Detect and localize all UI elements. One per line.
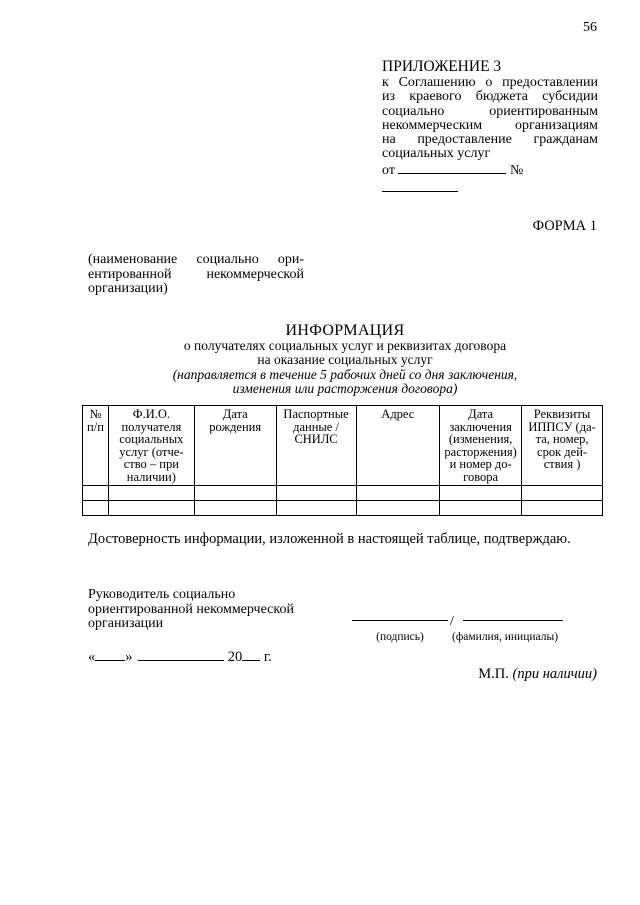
- name-blank[interactable]: [463, 620, 563, 621]
- appendix-line: к Соглашению о предоставлении: [382, 75, 598, 91]
- recipients-table: [82, 405, 603, 516]
- appendix-line: некоммерческим организациям: [382, 117, 598, 133]
- date-blank: [398, 161, 506, 174]
- head-org-line: организации: [88, 616, 164, 631]
- info-heading-block: [80, 324, 610, 396]
- table-cell[interactable]: [83, 486, 109, 501]
- header-cell: Реквизиты ИППСУ (да- та, номер, срок дей- ствия ): [522, 406, 603, 486]
- appendix-line: из краевого бюджета субсидии: [382, 89, 598, 105]
- info-note: (направляется в течение 5 рабочих дней со дня заключения,: [172, 366, 518, 382]
- appendix-header: [382, 60, 598, 196]
- table-row: [83, 486, 603, 501]
- header-cell: Паспортные данные / СНИЛС: [276, 406, 356, 486]
- stamp-place: [0, 666, 597, 683]
- name-caption: (фамилия, инициалы): [452, 631, 559, 643]
- appendix-line: на предоставление гражданам: [382, 132, 598, 148]
- table-cell[interactable]: [276, 486, 356, 501]
- table-cell[interactable]: [522, 501, 603, 516]
- table-cell[interactable]: [356, 486, 440, 501]
- info-subtitle: о получателях социальных услуг и реквизитах договора: [183, 338, 507, 354]
- number-blank: [382, 179, 458, 192]
- signature-slash: /: [450, 614, 454, 629]
- info-subtitle: на оказание социальных услуг: [257, 352, 433, 368]
- table-cell[interactable]: [108, 486, 194, 501]
- date-prefix: от: [382, 163, 395, 179]
- appendix-date-number: [382, 161, 598, 195]
- signature-caption: (подпись): [376, 631, 424, 643]
- signature-blank[interactable]: [352, 620, 448, 621]
- year-blank[interactable]: [242, 648, 260, 661]
- table-cell[interactable]: [276, 501, 356, 516]
- table-cell[interactable]: [194, 486, 276, 501]
- day-blank[interactable]: [95, 648, 125, 661]
- org-name-placeholder: [88, 253, 304, 297]
- table-cell[interactable]: [522, 486, 603, 501]
- head-org-line: Руководитель социально: [88, 587, 236, 602]
- confirmation-text: Достоверность информации, изложенной в настоящей таблице, подтверждаю.: [88, 531, 571, 547]
- header-cell: № п/п: [83, 406, 109, 486]
- date-row: [88, 648, 272, 666]
- appendix-title: ПРИЛОЖЕНИЕ 3: [382, 58, 502, 75]
- table-row: [83, 501, 603, 516]
- head-org-line: ориентированной некоммерческой: [88, 601, 294, 617]
- appendix-line: социальных услуг: [382, 146, 491, 162]
- stamp-note: (при наличии): [512, 666, 597, 682]
- year-prefix: 20: [227, 649, 243, 665]
- appendix-line: социально ориентированным: [382, 103, 598, 119]
- close-quote: »: [125, 649, 133, 665]
- header-cell: Дата заключения (изменения, расторжения) и номер до- говора: [440, 406, 522, 486]
- table-cell[interactable]: [194, 501, 276, 516]
- month-blank[interactable]: [138, 648, 224, 661]
- org-name-line: ентированной некоммерческой: [88, 266, 304, 282]
- open-quote: «: [88, 649, 96, 665]
- header-cell: Дата рождения: [194, 406, 276, 486]
- header-cell: Ф.И.О. получателя социальных услуг (отче- ство – при наличии): [108, 406, 194, 486]
- header-cell: Адрес: [356, 406, 440, 486]
- table-cell[interactable]: [108, 501, 194, 516]
- table-cell[interactable]: [440, 486, 522, 501]
- info-note: изменения или расторжения договора): [232, 380, 458, 396]
- table-cell[interactable]: [356, 501, 440, 516]
- table-cell[interactable]: [83, 501, 109, 516]
- number-sign: №: [509, 163, 524, 179]
- org-name-line: (наименование социально ори-: [88, 252, 304, 267]
- table-header-row: [83, 406, 603, 486]
- table-cell[interactable]: [440, 501, 522, 516]
- stamp-label: М.П.: [478, 666, 509, 682]
- form-label: ФОРМА 1: [532, 218, 597, 234]
- head-org-block: [88, 588, 348, 632]
- page-number: 56: [583, 20, 597, 35]
- year-suffix: г.: [263, 649, 272, 665]
- info-heading: ИНФОРМАЦИЯ: [285, 322, 405, 339]
- org-name-line: организации): [88, 281, 168, 296]
